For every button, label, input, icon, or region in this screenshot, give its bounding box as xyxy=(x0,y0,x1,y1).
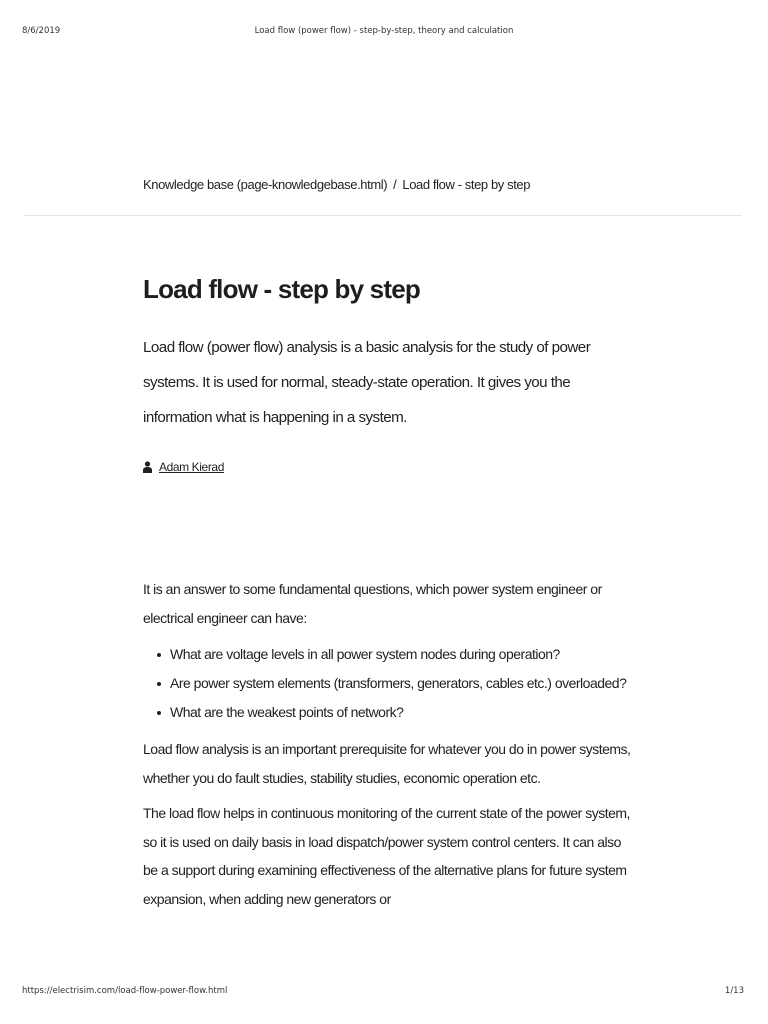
intro-paragraph: It is an answer to some fundamental questions, which power system engineer or electrical engineer can have: xyxy=(143,581,602,626)
breadcrumb-current: Load flow - step by step xyxy=(402,177,531,192)
page-number: 1/13 xyxy=(724,986,744,996)
print-title: Load flow (power flow) - step-by-step, theory and calculation xyxy=(254,26,514,36)
breadcrumb-separator: / xyxy=(393,177,397,192)
breadcrumb xyxy=(143,177,530,192)
prerequisite-paragraph: Load flow analysis is an important prerequisite for whatever you do in power systems, whether you do fault studies, stability studies, economic operation etc. xyxy=(143,741,631,786)
print-date: 8/6/2019 xyxy=(22,26,61,36)
author-byline xyxy=(143,460,224,474)
article-lead: Load flow (power flow) analysis is a basic analysis for the study of power systems. It is used for normal, steady-state operation. It gives you the information what is happening in a system. xyxy=(143,339,591,426)
user-icon xyxy=(143,461,152,473)
article-body xyxy=(143,575,637,913)
questions-list xyxy=(143,640,637,727)
list-item: What are the weakest points of network? xyxy=(170,698,637,727)
page-title: Load flow - step by step xyxy=(143,274,420,304)
monitoring-paragraph: The load flow helps in continuous monitoring of the current state of the power system, so it is used on daily basis in load dispatch/power system control centers. It can also be a support during examining effectiveness of the alternative plans for future system expansion, when adding new generators or xyxy=(143,805,630,907)
print-url: https://electrisim.com/load-flow-power-flow.html xyxy=(22,986,228,996)
breadcrumb-parent-link[interactable]: Knowledge base (page-knowledgebase.html) xyxy=(143,177,388,192)
list-item: What are voltage levels in all power system nodes during operation? xyxy=(170,640,637,669)
author-link[interactable]: Adam Kierad xyxy=(159,460,224,474)
header-divider xyxy=(24,215,742,216)
list-item: Are power system elements (transformers, generators, cables etc.) overloaded? xyxy=(170,669,637,698)
